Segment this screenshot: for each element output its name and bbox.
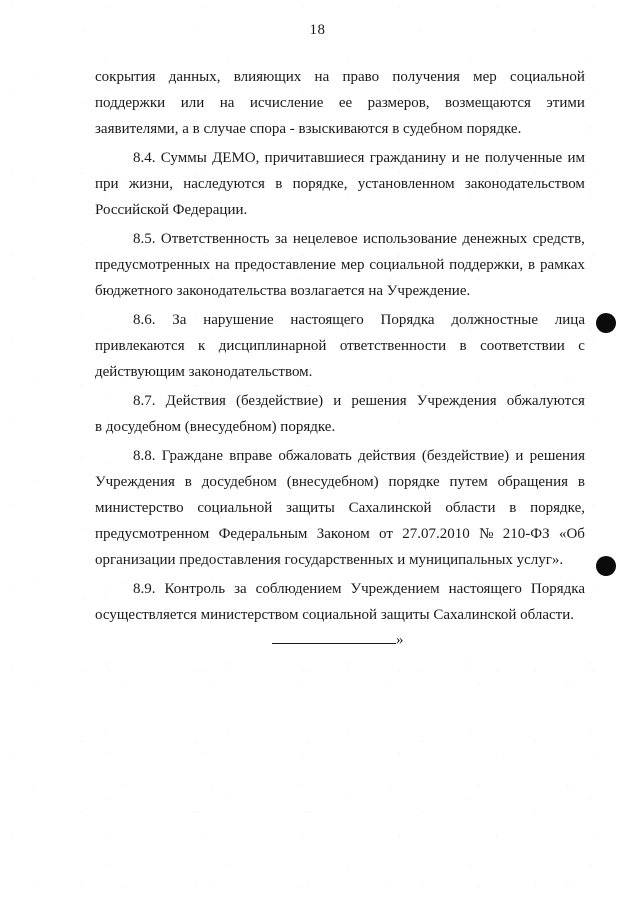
text-fragment: за: [234, 581, 247, 597]
closing-line: [272, 629, 404, 649]
text-fragment: наследуются: [183, 176, 265, 192]
text-fragment: социальной: [369, 257, 445, 273]
paragraph-8-9: [95, 576, 585, 628]
closing-rule: [272, 629, 396, 644]
text-fragment: «Об: [558, 526, 585, 542]
text-line: [95, 576, 585, 602]
text-fragment: лица: [554, 312, 585, 328]
text-fragment: соблюдением: [255, 581, 342, 597]
text-fragment: обжаловать: [278, 448, 352, 464]
text-fragment: в: [184, 474, 192, 490]
document-body: [95, 64, 585, 631]
text-fragment: в досудебном (внесудебном) порядке.: [95, 419, 336, 435]
text-fragment: к: [198, 338, 206, 354]
text-fragment: 8.9.: [133, 581, 156, 597]
text-fragment: Учреждения: [95, 474, 175, 490]
text-fragment: Порядка: [530, 581, 585, 597]
text-fragment: (бездействие): [421, 448, 510, 464]
text-fragment: решения: [351, 393, 407, 409]
page-number: 18: [309, 22, 326, 38]
text-fragment: области: [445, 500, 496, 516]
text-line: [95, 116, 585, 142]
text-fragment: не: [464, 150, 480, 166]
text-fragment: осуществляется министерством социальной защиты Сахалинской области.: [95, 607, 575, 623]
text-fragment: влияющих: [233, 69, 302, 85]
text-fragment: размеров,: [367, 95, 430, 111]
text-fragment: Сахалинской: [348, 500, 432, 516]
text-fragment: установленном: [357, 176, 455, 192]
text-fragment: и: [451, 150, 460, 166]
text-fragment: в: [528, 257, 536, 273]
text-fragment: предоставление: [234, 257, 336, 273]
text-fragment: или: [180, 95, 205, 111]
text-fragment: Граждане: [161, 448, 223, 464]
text-fragment: нарушение: [203, 312, 274, 328]
text-fragment: денежных: [462, 231, 528, 247]
text-fragment: должностные: [451, 312, 539, 328]
text-fragment: защиты: [286, 500, 335, 516]
text-fragment: 210-ФЗ: [502, 526, 550, 542]
text-fragment: порядке,: [292, 176, 348, 192]
text-line: [95, 469, 585, 495]
text-fragment: 27.07.2010: [402, 526, 470, 542]
text-fragment: бюджетного законодательства возлагается на Учреждение.: [95, 283, 471, 299]
text-fragment: ДЕМО,: [212, 150, 260, 166]
text-fragment: досудебном: [201, 474, 277, 490]
text-fragment: жизни,: [128, 176, 173, 192]
text-fragment: данных,: [168, 69, 221, 85]
paragraph-8-4: [95, 145, 585, 223]
text-fragment: путем: [449, 474, 488, 490]
text-fragment: настоящего: [448, 581, 522, 597]
text-fragment: Суммы: [160, 150, 207, 166]
text-fragment: обращения: [497, 474, 569, 490]
text-line: [95, 64, 585, 90]
paragraph-8-7: [95, 388, 585, 440]
text-fragment: обжалуются: [506, 393, 585, 409]
text-fragment: сокрытия: [95, 69, 156, 85]
paragraph-8-5: [95, 226, 585, 304]
paragraph-intro: [95, 64, 585, 142]
text-fragment: предусмотренном: [95, 526, 210, 542]
text-line: [95, 414, 585, 440]
text-fragment: соответствии: [480, 338, 565, 354]
text-fragment: причитавшиеся: [264, 150, 365, 166]
text-fragment: министерство: [95, 500, 184, 516]
paragraph-8-8: [95, 443, 585, 573]
text-fragment: и: [515, 448, 524, 464]
text-fragment: возмещаются: [445, 95, 531, 111]
text-line: [95, 333, 585, 359]
text-fragment: дисциплинарной: [218, 338, 327, 354]
text-fragment: в: [509, 500, 517, 516]
punch-hole-mark: [596, 556, 616, 576]
text-fragment: 8.5.: [133, 231, 156, 247]
text-fragment: поддержки: [95, 95, 166, 111]
text-line: [95, 443, 585, 469]
closing-quote: »: [396, 632, 404, 648]
text-fragment: 8.6.: [133, 312, 156, 328]
text-fragment: нецелевое: [292, 231, 358, 247]
text-fragment: 8.8.: [133, 448, 156, 464]
text-fragment: Порядка: [380, 312, 435, 328]
text-fragment: Учреждения: [416, 393, 497, 409]
text-line: [95, 90, 585, 116]
punch-hole-mark: [596, 313, 616, 333]
text-fragment: на: [219, 95, 235, 111]
text-fragment: ее: [338, 95, 353, 111]
text-fragment: Действия: [165, 393, 226, 409]
text-line: [95, 547, 585, 573]
text-fragment: использование: [363, 231, 457, 247]
text-fragment: социальной: [510, 69, 585, 85]
text-fragment: организации предоставления государственных и муниципальных услуг».: [95, 552, 564, 568]
text-fragment: За: [172, 312, 187, 328]
text-fragment: гражданину: [369, 150, 447, 166]
text-line: [95, 171, 585, 197]
text-line: [95, 226, 585, 252]
text-fragment: (внесудебном): [286, 474, 379, 490]
text-fragment: в: [459, 338, 467, 354]
text-fragment: мер: [473, 69, 497, 85]
text-fragment: исчисление: [249, 95, 324, 111]
text-fragment: Контроль: [164, 581, 226, 597]
text-line: [95, 307, 585, 333]
text-fragment: заявителями, а в случае спора - взыскиваются в судебном порядке.: [95, 121, 522, 137]
text-fragment: 8.7.: [133, 393, 156, 409]
text-fragment: предусмотренных: [95, 257, 211, 273]
text-fragment: и: [333, 393, 342, 409]
text-fragment: этими: [546, 95, 585, 111]
text-line: [95, 388, 585, 414]
text-fragment: в: [275, 176, 283, 192]
text-fragment: за: [274, 231, 288, 247]
text-line: [95, 278, 585, 304]
text-line: [95, 145, 585, 171]
paragraph-8-6: [95, 307, 585, 385]
text-fragment: 8.4.: [133, 150, 156, 166]
text-fragment: право: [342, 69, 380, 85]
text-fragment: порядке,: [530, 500, 585, 516]
text-fragment: полученные: [484, 150, 563, 166]
text-line: [95, 197, 585, 223]
text-line: [95, 252, 585, 278]
text-fragment: действующим законодательством.: [95, 364, 313, 380]
text-fragment: с: [578, 338, 585, 354]
text-fragment: Ответственность: [160, 231, 270, 247]
text-line: [95, 495, 585, 521]
text-fragment: им: [567, 150, 585, 166]
text-fragment: (бездействие): [235, 393, 324, 409]
text-line: [95, 521, 585, 547]
text-fragment: настоящего: [290, 312, 364, 328]
text-fragment: №: [479, 526, 494, 542]
text-fragment: на: [215, 257, 230, 273]
text-fragment: от: [379, 526, 393, 542]
text-fragment: поддержки,: [449, 257, 524, 273]
text-fragment: мер: [340, 257, 365, 273]
text-fragment: при: [95, 176, 119, 192]
text-fragment: Учреждением: [350, 581, 440, 597]
text-fragment: Российской Федерации.: [95, 202, 248, 218]
text-line: [95, 359, 585, 385]
text-fragment: средств,: [532, 231, 585, 247]
text-fragment: законодательством: [464, 176, 585, 192]
text-fragment: Законом: [316, 526, 370, 542]
text-fragment: ответственности: [339, 338, 447, 354]
text-fragment: Федеральным: [218, 526, 308, 542]
text-fragment: привлекаются: [95, 338, 185, 354]
text-fragment: рамках: [540, 257, 585, 273]
text-fragment: на: [314, 69, 330, 85]
text-fragment: вправе: [229, 448, 273, 464]
text-fragment: в: [577, 474, 585, 490]
text-fragment: порядке: [388, 474, 440, 490]
text-fragment: получения: [392, 69, 460, 85]
text-fragment: социальной: [197, 500, 273, 516]
text-fragment: действия: [358, 448, 416, 464]
text-line: [95, 602, 585, 628]
text-fragment: решения: [529, 448, 585, 464]
